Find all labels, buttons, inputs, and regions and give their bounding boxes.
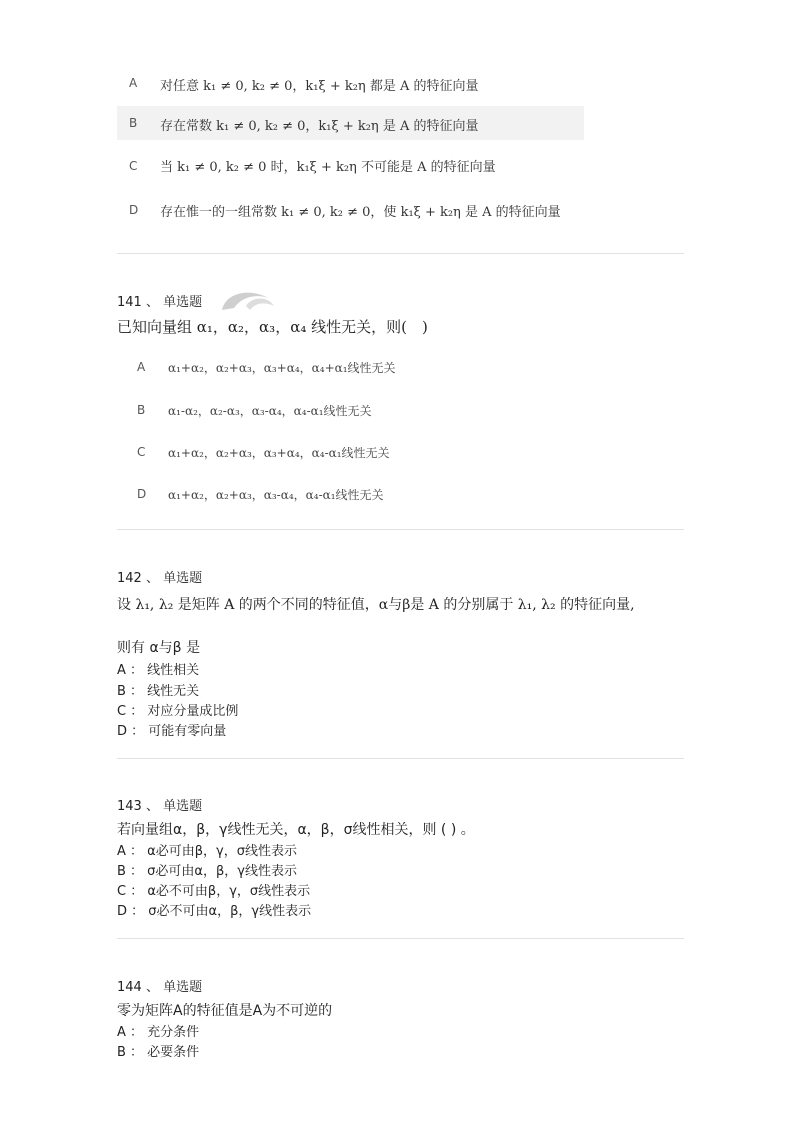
q142-stem-line2: 则有 α与β 是 xyxy=(117,640,201,656)
q140-option-d[interactable] xyxy=(117,194,607,226)
watermark-logo xyxy=(216,286,280,316)
q142-option-b[interactable]: B ： 线性无关 xyxy=(117,684,200,699)
q143-header: 143 、 单选题 xyxy=(117,799,203,814)
q143-option-c[interactable]: C ： α必不可由β，γ，σ线性表示 xyxy=(117,884,311,899)
q140-option-c[interactable] xyxy=(117,150,584,182)
divider xyxy=(117,529,684,530)
q144-option-a[interactable]: A ： 充分条件 xyxy=(117,1025,200,1040)
q142-stem-line1: 设 λ₁, λ₂ 是矩阵 A 的两个不同的特征值，α与β是 A 的分别属于 λ₁, λ₂ 的特征向量, xyxy=(117,597,635,613)
q142-header: 142 、 单选题 xyxy=(117,571,203,586)
option-text: 存在常数 k₁ ≠ 0, k₂ ≠ 0，k₁ξ + k₂η 是 A 的特征向量 xyxy=(160,119,479,134)
option-letter: D xyxy=(137,487,147,501)
q143-option-d[interactable]: D ： σ必不可由α，β，γ线性表示 xyxy=(117,904,312,919)
q142-option-d[interactable]: D ： 可能有零向量 xyxy=(117,724,227,739)
q143-option-a[interactable]: A ： α必可由β，γ，σ线性表示 xyxy=(117,844,297,859)
option-text: α₁+α₂，α₂+α₃，α₃-α₄，α₄-α₁线性无关 xyxy=(168,488,384,502)
divider xyxy=(117,758,684,759)
option-text: α₁+α₂，α₂+α₃，α₃+α₄，α₄+α₁线性无关 xyxy=(168,361,396,375)
q142-option-a[interactable]: A ： 线性相关 xyxy=(117,663,200,678)
q141-header: 141 、 单选题 xyxy=(117,295,203,310)
option-text: 对任意 k₁ ≠ 0, k₂ ≠ 0，k₁ξ + k₂η 都是 A 的特征向量 xyxy=(160,79,479,94)
q140-option-b[interactable] xyxy=(117,106,584,140)
option-text: α₁+α₂，α₂+α₃，α₃+α₄，α₄-α₁线性无关 xyxy=(168,446,390,460)
q141-option-c[interactable] xyxy=(117,439,447,467)
option-letter: C xyxy=(137,445,146,459)
option-text: 存在惟一的一组常数 k₁ ≠ 0, k₂ ≠ 0，使 k₁ξ + k₂η 是 A 的特征向量 xyxy=(160,205,561,220)
divider xyxy=(117,938,684,939)
q141-stem: 已知向量组 α₁，α₂，α₃，α₄ 线性无关，则( ) xyxy=(117,318,428,336)
option-letter: B xyxy=(129,116,138,130)
option-letter: D xyxy=(129,203,139,217)
q141-option-d[interactable] xyxy=(117,481,447,509)
q144-header: 144 、 单选题 xyxy=(117,980,203,995)
option-letter: A xyxy=(129,76,138,90)
divider xyxy=(117,253,684,254)
q142-option-c[interactable]: C ： 对应分量成比例 xyxy=(117,704,239,719)
option-text: α₁-α₂，α₂-α₃，α₃-α₄，α₄-α₁线性无关 xyxy=(168,404,372,418)
q141-option-a[interactable] xyxy=(117,354,447,382)
option-letter: C xyxy=(129,159,138,173)
option-text: 当 k₁ ≠ 0, k₂ ≠ 0 时，k₁ξ + k₂η 不可能是 A 的特征向量 xyxy=(160,160,496,175)
q144-option-b[interactable]: B ： 必要条件 xyxy=(117,1045,200,1060)
option-letter: A xyxy=(137,360,146,374)
q140-option-a[interactable] xyxy=(117,68,584,100)
q144-stem: 零为矩阵A的特征值是A为不可逆的 xyxy=(117,1003,333,1019)
option-letter: B xyxy=(137,403,146,417)
q141-option-b[interactable] xyxy=(117,397,447,425)
q143-option-b[interactable]: B ： σ必可由α，β，γ线性表示 xyxy=(117,864,297,879)
q143-stem: 若向量组α，β，γ线性无关，α，β，σ线性相关，则 ( ) 。 xyxy=(117,822,475,838)
